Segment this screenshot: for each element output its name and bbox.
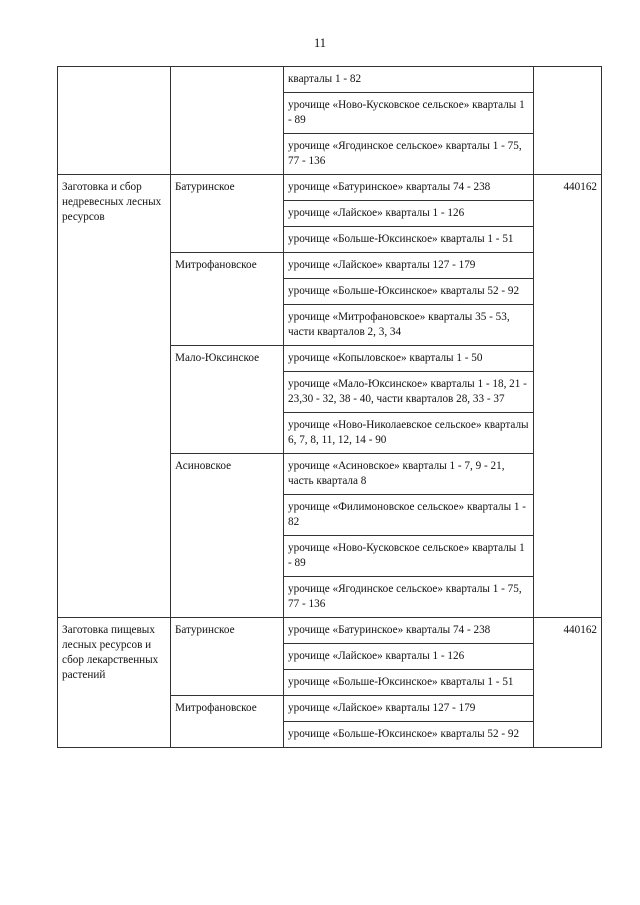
activity-cell: Заготовка пищевых лесных ресурсов и сбор лекарственных растений [58,618,171,748]
location-cell: урочище «Лайское» кварталы 127 - 179 [284,253,534,279]
location-cell: урочище «Лайское» кварталы 1 - 126 [284,644,534,670]
okved-code-cell [534,67,602,175]
location-cell: урочище «Батуринское» кварталы 74 - 238 [284,175,534,201]
location-cell: кварталы 1 - 82 [284,67,534,93]
table-row [58,67,602,93]
location-cell: урочище «Больше-Юксинское» кварталы 1 - 51 [284,670,534,696]
location-cell: урочище «Больше-Юксинское» кварталы 1 - 51 [284,227,534,253]
location-cell: урочище «Ново-Кусковское сельское» кварталы 1 - 89 [284,536,534,577]
activity-cell: Заготовка и сбор недревесных лесных ресурсов [58,175,171,618]
location-cell: урочище «Лайское» кварталы 127 - 179 [284,696,534,722]
forestry-cell: Мало-Юксинское [171,346,284,454]
location-cell: урочище «Батуринское» кварталы 74 - 238 [284,618,534,644]
okved-code-cell: 440162 [534,175,602,618]
forestry-cell: Батуринское [171,175,284,253]
forest-use-table [57,66,602,748]
location-cell: урочище «Копыловское» кварталы 1 - 50 [284,346,534,372]
activity-cell [58,67,171,175]
location-cell: урочище «Больше-Юксинское» кварталы 52 - 92 [284,279,534,305]
forestry-cell: Асиновское [171,454,284,618]
forestry-cell: Митрофановское [171,253,284,346]
forestry-cell: Батуринское [171,618,284,696]
location-cell: урочище «Ново-Кусковское сельское» кварталы 1 - 89 [284,93,534,134]
table-row [58,175,602,201]
page-number: 11 [313,36,327,50]
table-body [58,67,602,748]
forestry-cell [171,67,284,175]
location-cell: урочище «Ягодинское сельское» кварталы 1 - 75, 77 - 136 [284,134,534,175]
forestry-cell: Митрофановское [171,696,284,748]
location-cell: урочище «Ягодинское сельское» кварталы 1 - 75, 77 - 136 [284,577,534,618]
location-cell: урочище «Асиновское» кварталы 1 - 7, 9 - 21, часть квартала 8 [284,454,534,495]
okved-code-cell: 440162 [534,618,602,748]
location-cell: урочище «Ново-Николаевское сельское» кварталы 6, 7, 8, 11, 12, 14 - 90 [284,413,534,454]
location-cell: урочище «Мало-Юксинское» кварталы 1 - 18, 21 - 23,30 - 32, 38 - 40, части кварталов 28, 33 - 37 [284,372,534,413]
location-cell: урочище «Лайское» кварталы 1 - 126 [284,201,534,227]
location-cell: урочище «Митрофановское» кварталы 35 - 53, части кварталов 2, 3, 34 [284,305,534,346]
table-row [58,618,602,644]
location-cell: урочище «Больше-Юксинское» кварталы 52 - 92 [284,722,534,748]
location-cell: урочище «Филимоновское сельское» кварталы 1 - 82 [284,495,534,536]
